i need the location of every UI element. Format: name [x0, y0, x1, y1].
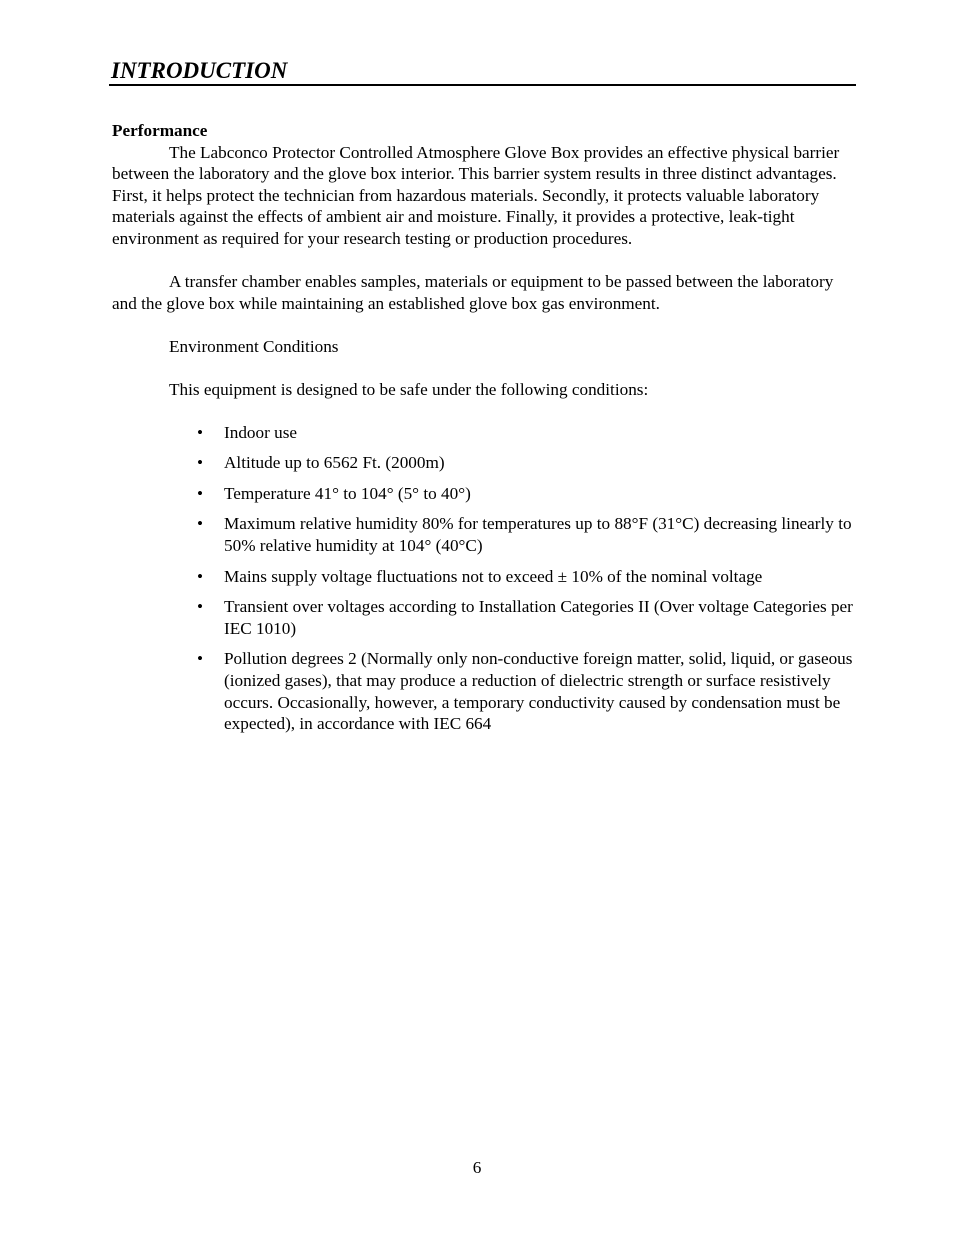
condition-text: Maximum relative humidity 80% for temperatures up to 88°F (31°C) decreasing linearly to 50% relative humidity at 104° (40°C): [224, 514, 852, 556]
bullet-icon: •: [197, 453, 204, 473]
condition-text: Transient over voltages according to Installation Categories II (Over voltage Categories per IEC 1010): [224, 597, 853, 638]
condition-text: Pollution degrees 2 (Normally only non-conductive foreign matter, solid, liquid, or gaseous (ionized gases), that may produce a reduction of dielectric strength or surface resistively occurs. Occasionally, however, a temporary conductivity caused by condensation must be expected), in accordance with IEC 664: [224, 649, 853, 734]
condition-text: Mains supply voltage fluctuations not to exceed ± 10% of the nominal voltage: [224, 566, 763, 586]
page-title: INTRODUCTION: [111, 58, 288, 83]
list-item: [197, 513, 857, 556]
page-number: 6: [472, 1158, 482, 1177]
bullet-icon: •: [197, 514, 204, 534]
condition-text: Altitude up to 6562 Ft. (2000m): [224, 453, 445, 473]
performance-paragraph-1: The Labconco Protector Controlled Atmosphere Glove Box provides an effective physical barrier between the laboratory and the glove box interior. This barrier system results in three distinct advantages. First, it helps protect the technician from hazardous materials. Secondly, it protects valuable laboratory materials against the effects of ambient air and moisture. Finally, it provides a protective, leak-tight environment as required for your research testing or production procedures.: [112, 142, 840, 248]
condition-text: Indoor use: [224, 422, 298, 442]
conditions-list: [112, 422, 857, 735]
conditions-intro: This equipment is designed to be safe under the following conditions:: [169, 379, 649, 399]
page-content: [112, 120, 857, 744]
list-item: [197, 452, 857, 474]
section-heading: Performance: [112, 121, 208, 140]
list-item: [197, 596, 857, 639]
performance-paragraph-2: A transfer chamber enables samples, materials or equipment to be passed between the laboratory and the glove box while maintaining an established glove box gas environment.: [112, 271, 834, 313]
list-item: [197, 483, 857, 505]
list-item: [197, 422, 857, 444]
page-header: [109, 56, 856, 86]
list-item: [197, 566, 857, 588]
bullet-icon: •: [197, 649, 204, 669]
bullet-icon: •: [197, 422, 204, 442]
bullet-icon: •: [197, 597, 204, 617]
bullet-icon: •: [197, 566, 204, 586]
list-item: [197, 648, 857, 734]
bullet-icon: •: [197, 483, 204, 503]
environment-subheading: Environment Conditions: [169, 336, 339, 356]
condition-text: Temperature 41° to 104° (5° to 40°): [224, 483, 471, 503]
